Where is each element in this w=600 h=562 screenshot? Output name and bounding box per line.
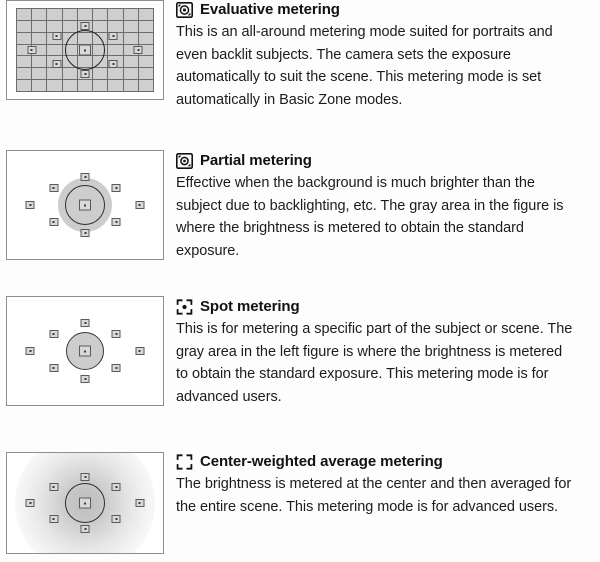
spot-metering-figure xyxy=(6,296,164,406)
af-point-bottom xyxy=(81,375,90,383)
center-weighted-metering-figure xyxy=(6,452,164,554)
af-point-lower-left xyxy=(49,218,58,226)
section-heading xyxy=(176,1,594,19)
af-point-bottom xyxy=(81,525,90,533)
af-point-lower-right xyxy=(109,60,118,68)
section-body-text: Effective when the background is much brighter than the subject due to backlighting, etc. The gray area in the figure is where the brightness is metered to obtain the standard exposure. xyxy=(176,175,564,259)
evaluative-metering-icon xyxy=(176,2,193,18)
af-point-upper-left xyxy=(52,32,61,40)
metering-mode-section-spot xyxy=(0,292,600,448)
af-point-top xyxy=(81,473,90,481)
af-point-far-right xyxy=(135,347,144,355)
af-point-center xyxy=(79,498,91,509)
figure-column xyxy=(0,0,176,100)
af-point-upper-right xyxy=(112,184,121,192)
partial-metering-figure xyxy=(6,150,164,260)
partial-metering-icon xyxy=(176,153,193,169)
section-body-text: This is an all-around metering mode suited for portraits and even backlit subjects. The camera sets the exposure automatically to suit the scene. This metering mode is set automatically in Basic Zone modes. xyxy=(176,24,553,108)
section-heading xyxy=(176,298,594,316)
af-point-top xyxy=(81,319,90,327)
spot-metering-icon xyxy=(176,299,193,315)
af-point-top xyxy=(81,173,90,181)
af-point-upper-left xyxy=(49,330,58,338)
text-column xyxy=(176,0,600,111)
af-point-center xyxy=(79,346,91,357)
af-point-upper-left xyxy=(49,483,58,491)
af-point-far-right xyxy=(134,46,143,54)
af-point-far-right xyxy=(135,201,144,209)
af-point-lower-left xyxy=(49,515,58,523)
af-point-far-right xyxy=(135,499,144,507)
af-point-far-left xyxy=(26,499,35,507)
center-weighted-average-metering-icon xyxy=(176,454,193,470)
section-body-text: This is for metering a specific part of the subject or scene. The gray area in the left figure is where the brightness is metered to obtain the standard exposure. This metering mode is for advanced users. xyxy=(176,321,573,405)
af-point-lower-left xyxy=(49,364,58,372)
af-point-lower-right xyxy=(112,218,121,226)
text-column xyxy=(176,292,600,408)
section-heading-label: Evaluative metering xyxy=(200,1,340,18)
af-point-upper-right xyxy=(112,483,121,491)
af-point-far-left xyxy=(26,347,35,355)
section-heading xyxy=(176,453,594,471)
figure-column xyxy=(0,292,176,406)
text-column xyxy=(176,146,600,262)
af-point-bottom xyxy=(81,229,90,237)
af-point-far-left xyxy=(27,46,36,54)
section-heading-label: Center-weighted average metering xyxy=(200,453,443,470)
section-body-text: The brightness is metered at the center and then averaged for the entire scene. This metering mode is for advanced users. xyxy=(176,476,572,515)
af-point-bottom xyxy=(81,70,90,78)
metering-mode-section-center-weighted xyxy=(0,448,600,562)
af-point-lower-right xyxy=(112,515,121,523)
section-heading-label: Spot metering xyxy=(200,298,300,315)
af-point-lower-left xyxy=(52,60,61,68)
text-column xyxy=(176,448,600,518)
af-point-top xyxy=(81,22,90,30)
af-point-upper-left xyxy=(49,184,58,192)
evaluative-metering-figure xyxy=(6,0,164,100)
af-point-center xyxy=(79,45,91,56)
figure-column xyxy=(0,146,176,260)
af-point-far-left xyxy=(26,201,35,209)
metering-mode-section-evaluative xyxy=(0,0,600,146)
section-heading-label: Partial metering xyxy=(200,152,312,169)
metering-mode-section-partial xyxy=(0,146,600,292)
figure-column xyxy=(0,448,176,554)
af-point-lower-right xyxy=(112,364,121,372)
af-point-upper-right xyxy=(112,330,121,338)
af-point-center xyxy=(79,200,91,211)
section-heading xyxy=(176,152,594,170)
af-point-upper-right xyxy=(109,32,118,40)
